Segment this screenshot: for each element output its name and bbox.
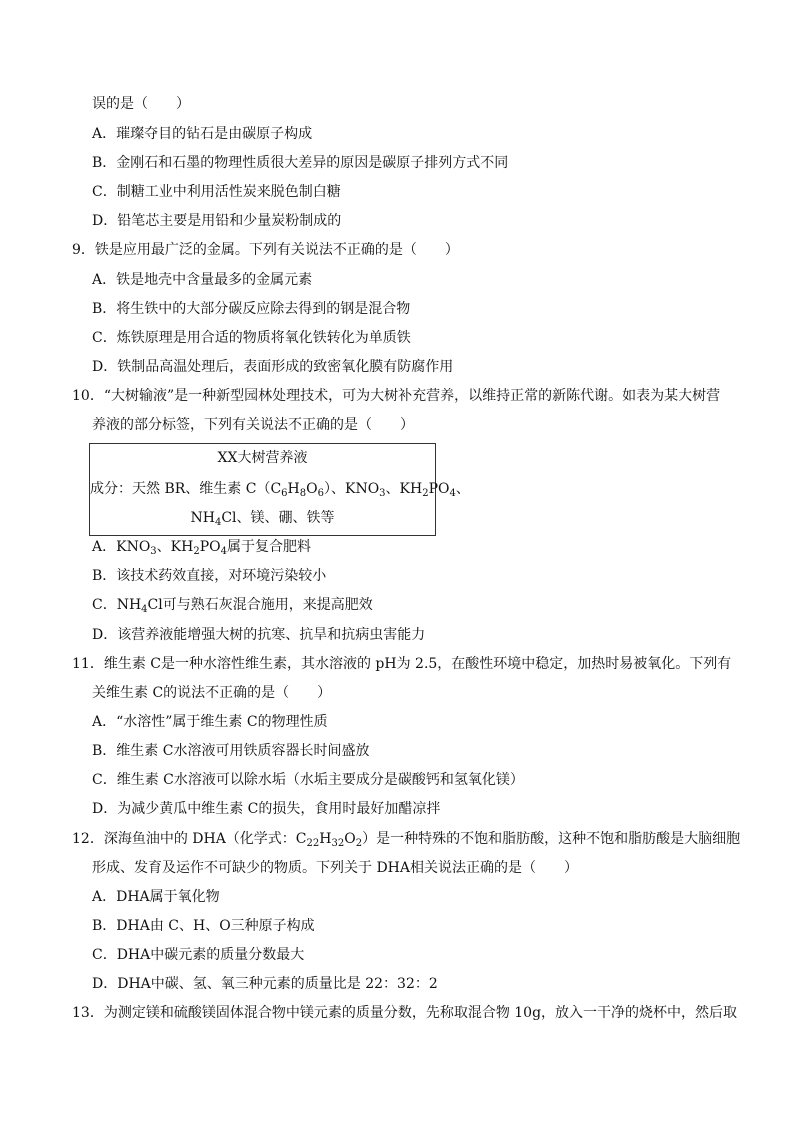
q12-option-d: D．DHA中碳、氢、氧三种元素的质量比是 22：32：2 [92,976,438,992]
q11-option-b: B．维生素 C水溶液可用铁质容器长时间盛放 [92,743,370,759]
q13-stem-line1: 13．为测定镁和硫酸镁固体混合物中镁元素的质量分数，先称取混合物 10g，放入一干净的烧杯中，然后取 [72,1005,738,1021]
q9-option-c: C．炼铁原理是用合适的物质将氧化铁转化为单质铁 [92,330,411,346]
q9-option-d: D．铁制品高温处理后，表面形成的致密氧化膜有防腐作用 [92,359,454,375]
q11-option-d: D．为减少黄瓜中维生素 C的损失，食用时最好加醋凉拌 [92,801,441,817]
q11-option-c: C．维生素 C水溶液可以除水垢（水垢主要成分是碳酸钙和氢氧化镁） [92,772,524,788]
q12-option-b: B．DHA由 C、H、O三种原子构成 [92,918,315,934]
q11-option-a: A．“水溶性”属于维生素 C的物理性质 [92,714,328,730]
nutrient-label-ingredients-cont: $NH_4Cl$、镁、硼、铁等 [190,510,335,528]
q11-stem-line1: 11．维生素 C是一种水溶性维生素，其水溶液的 pH为 2.5，在酸性环境中稳定，加热时易被氧化。下列有 [72,656,732,672]
q8-option-a: A．璀璨夺目的钻石是由碳原子构成 [92,126,313,142]
q10-option-b: B．该技术药效直接，对环境污染较小 [92,568,327,584]
nutrient-label-ingredients: 成分：天然 BR、维生素 $C(C_6H_8O_6)$、$KNO_3$、$KH_2PO_4$、 [90,481,470,499]
q8-stem-continuation: 误的是（ ） [92,96,190,112]
q8-option-d: D．铅笔芯主要是用铅和少量炭粉制成的 [92,213,342,229]
q12-option-c: C．DHA中碳元素的质量分数最大 [92,947,305,963]
q8-option-b: B．金刚石和石墨的物理性质很大差异的原因是碳原子排列方式不同 [92,155,509,171]
q10-stem-line1: 10．“大树输液”是一种新型园林处理技术，可为大树补充营养，以维持正常的新陈代谢。如表为某大树营 [72,388,721,404]
q9-stem: 9．铁是应用最广泛的金属。下列有关说法不正确的是（ ） [72,242,459,258]
q12-stem-line2: 形成、发育及运作不可缺少的物质。下列关于 DHA相关说法正确的是（ ） [92,860,578,876]
q10-option-d: D．该营养液能增强大树的抗寒、抗旱和抗病虫害能力 [92,627,426,643]
q10-stem-line2: 养液的部分标签，下列有关说法不正确的是（ ） [92,417,414,433]
q10-option-a: A．$KNO_3$、$KH_2PO_4$属于复合肥料 [92,539,311,557]
q10-option-c: C．$NH_4Cl$可与熟石灰混合施用，来提高肥效 [92,597,373,615]
q9-option-a: A．铁是地壳中含量最多的金属元素 [92,272,313,288]
q11-stem-line2: 关维生素 C的说法不正确的是（ ） [92,685,332,701]
nutrient-label-box [89,443,470,536]
q12-option-a: A．DHA属于氧化物 [92,889,220,905]
q12-stem-line1: 12．深海鱼油中的 DHA（化学式：$C_{22}H_{32}O_2$）是一种特殊的不饱和脂肪酸，这种不饱和脂肪酸是大脑细胞 [72,831,741,849]
nutrient-label-title: XX大树营养液 [217,450,308,466]
q8-option-c: C．制糖工业中利用活性炭来脱色制白糖 [92,184,341,200]
q9-option-b: B．将生铁中的大部分碳反应除去得到的钢是混合物 [92,301,411,317]
